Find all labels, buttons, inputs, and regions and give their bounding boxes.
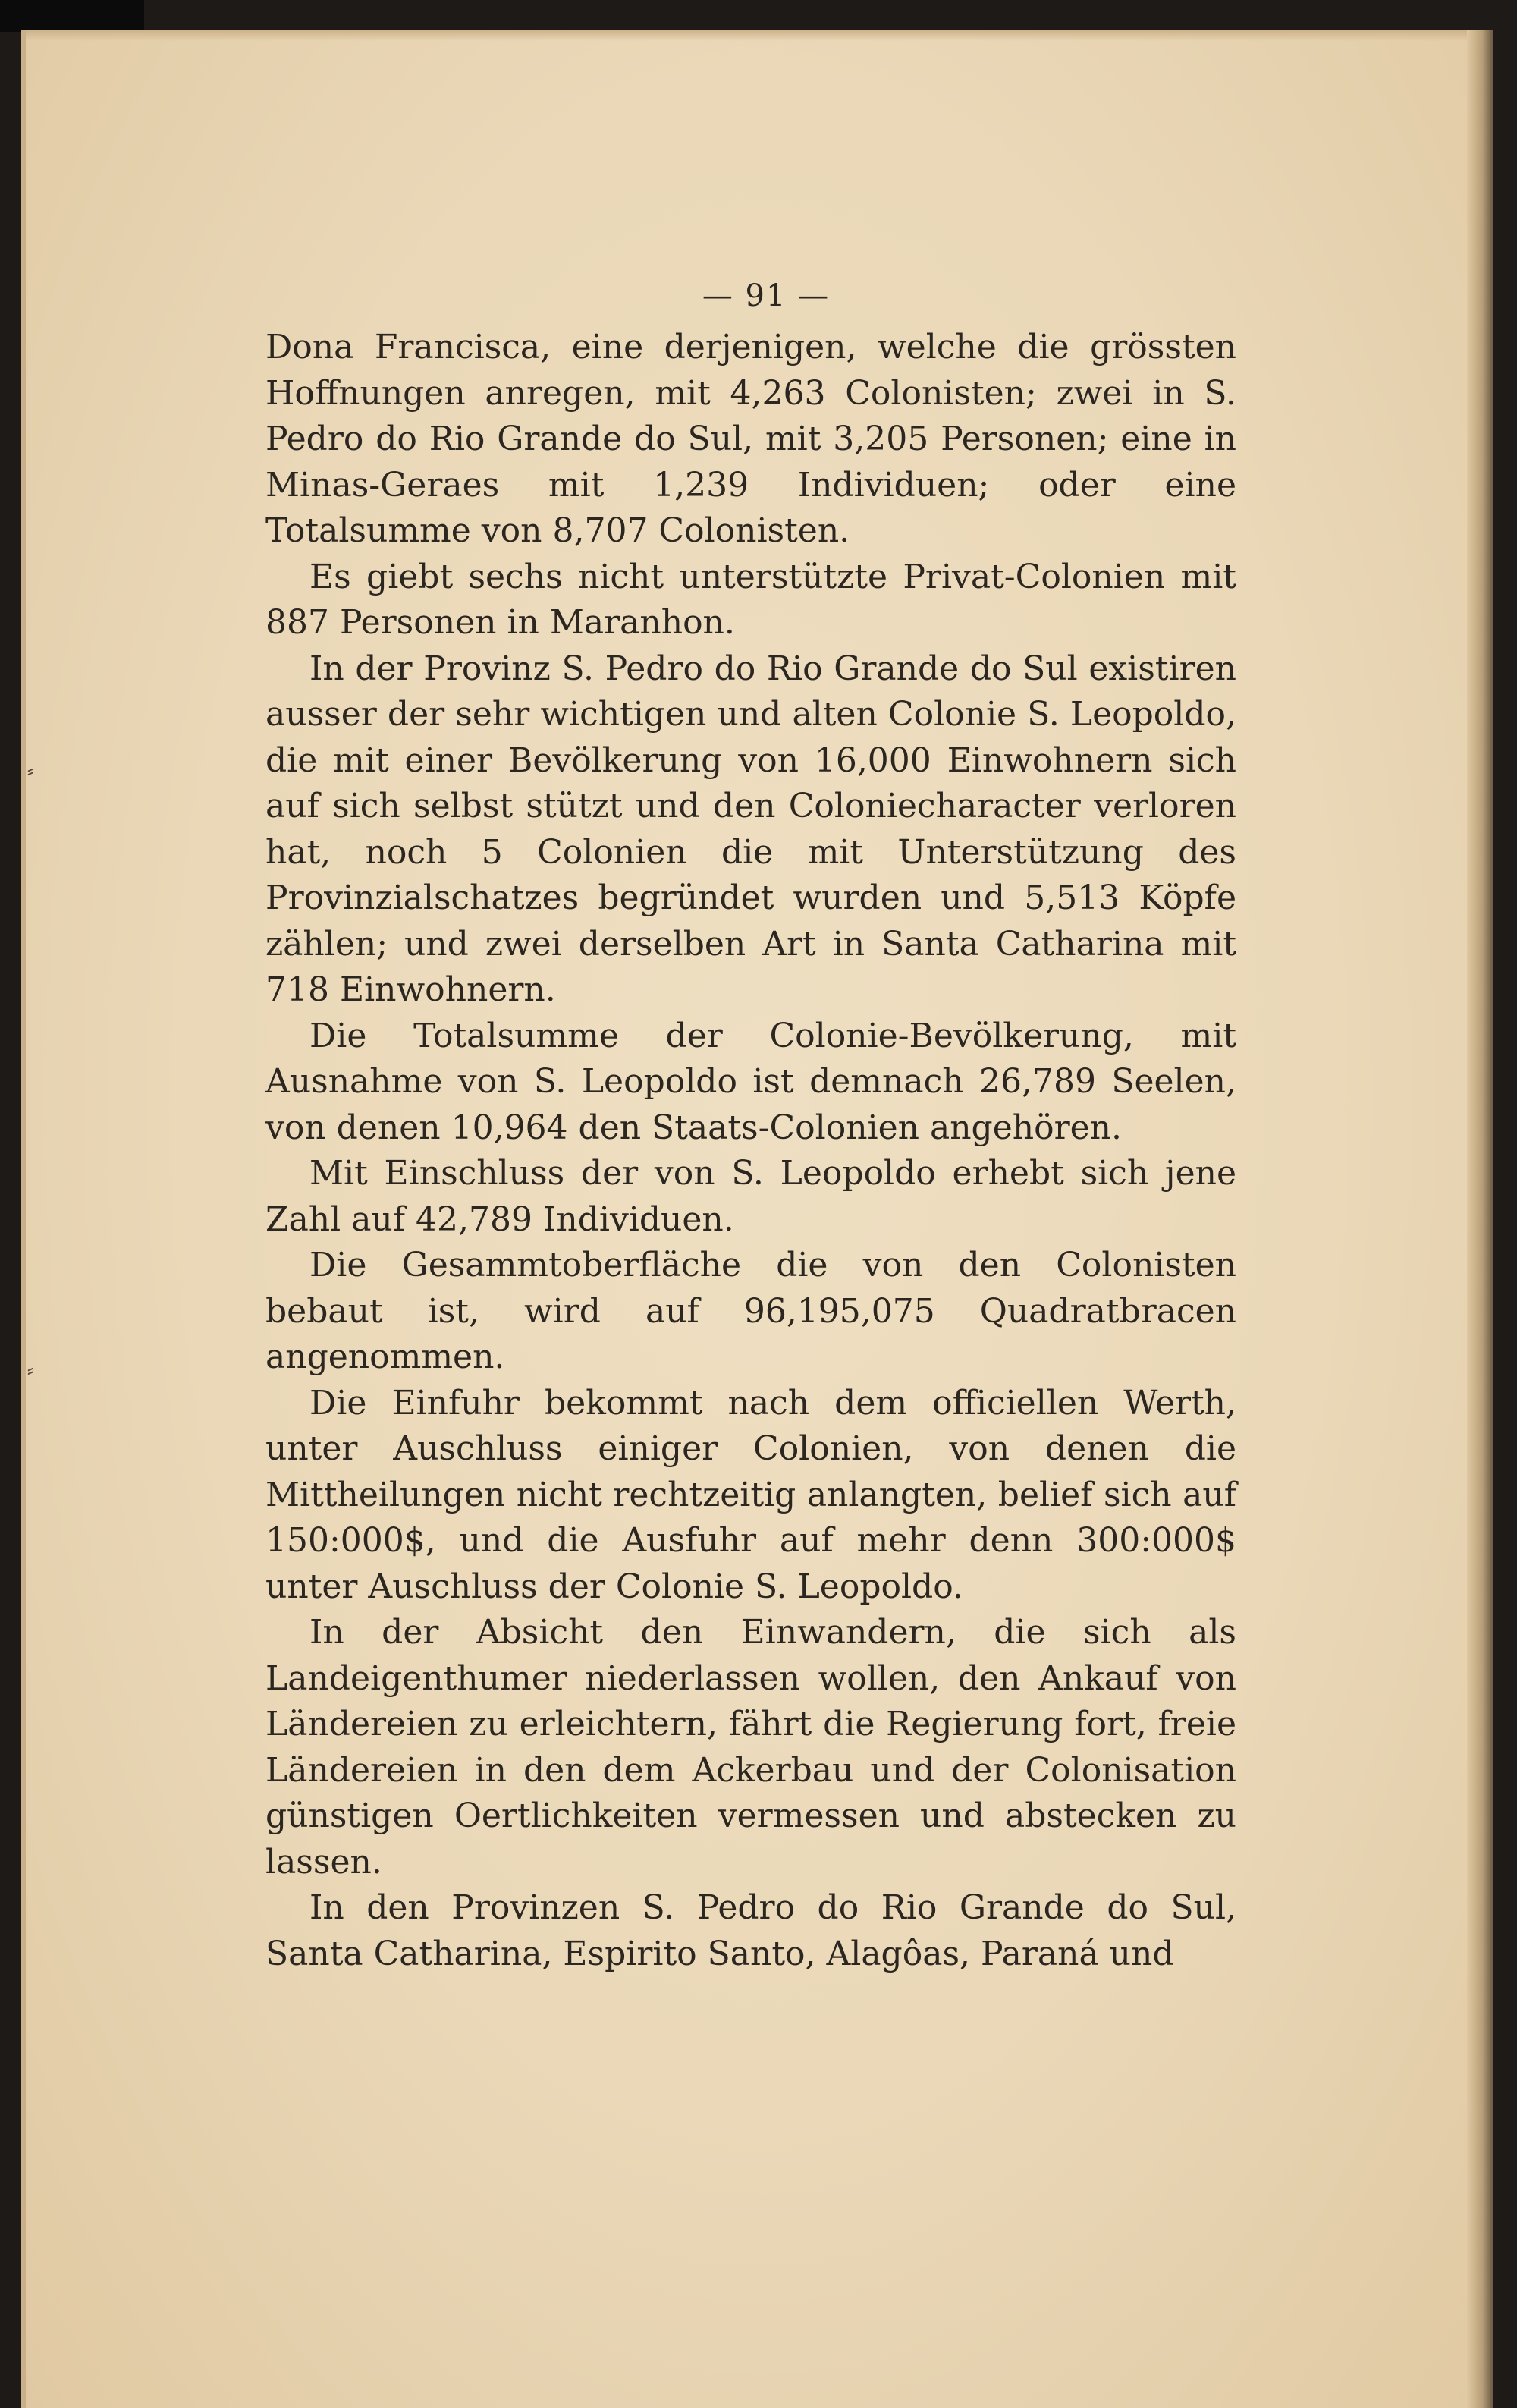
scan-corner-tab [0,0,144,32]
margin-mark-upper: ⸗ [27,759,34,782]
paragraph-6: Die Gesammtoberfläche die von den Colonisten bebaut ist, wird auf 96,195,075 Quadratbracen angenommen. [265,1246,1236,1376]
page-top-edge [26,30,1493,41]
page-right-edge [1467,30,1493,2408]
paragraph-3: In der Provinz S. Pedro do Rio Grande do Sul existiren ausser der sehr wichtigen und alten Colonie S. Leopoldo, die mit einer Bevölkerung von 16,000 Einwohnern sich auf sich selbst stützt und den Coloniecharacter verloren hat, noch 5 Colonien die mit Unterstützung des Provinzialschatzes begründet wurden und 5,513 Köpfe zählen; und zwei derselben Art in Santa Catharina mit 718 Einwohnern. [265,649,1236,1009]
paragraph-9: In den Provinzen S. Pedro do Rio Grande do Sul, Santa Catharina, Espirito Santo, Alagôas, Paraná und [265,1888,1236,1973]
paragraph-1: Dona Francisca, eine derjenigen, welche die grössten Hoffnungen anregen, mit 4,263 Colonisten; zwei in S. Pedro do Rio Grande do Sul, mit 3,205 Personen; eine in Minas-Geraes mit 1,239 Individuen; oder eine Totalsumme von 8,707 Colonisten. [265,328,1236,550]
page-text [265,273,1236,1977]
page-number: — 91 — [702,278,831,313]
paragraph-7: Die Einfuhr bekommt nach dem officiellen Werth, unter Auschluss einiger Colonien, von denen die Mittheilungen nicht rechtzeitig anlangten, belief sich auf 150:000$, und die Ausfuhr auf mehr denn 300:000$ unter Auschluss der Colonie S. Leopoldo. [265,1383,1236,1606]
paragraph-5: Mit Einschluss der von S. Leopoldo erhebt sich jene Zahl auf 42,789 Individuen. [265,1154,1236,1239]
paragraph-8: In der Absicht den Einwandern, die sich als Landeigenthumer niederlassen wollen, den Ankauf von Ländereien zu erleichtern, fährt die Regierung fort, freie Ländereien in den dem Ackerbau und der Colonisation günstigen Oertlichkeiten vermessen und abstecken zu lassen. [265,1613,1236,1881]
paragraph-2: Es giebt sechs nicht unterstützte Privat-Colonien mit 887 Personen in Maranhon. [265,557,1236,642]
margin-mark-lower: ⸗ [27,1359,34,1382]
paragraph-4: Die Totalsumme der Colonie-Bevölkerung, mit Ausnahme von S. Leopoldo ist demnach 26,789 Seelen, von denen 10,964 den Staats-Colonien angehören. [265,1016,1236,1147]
